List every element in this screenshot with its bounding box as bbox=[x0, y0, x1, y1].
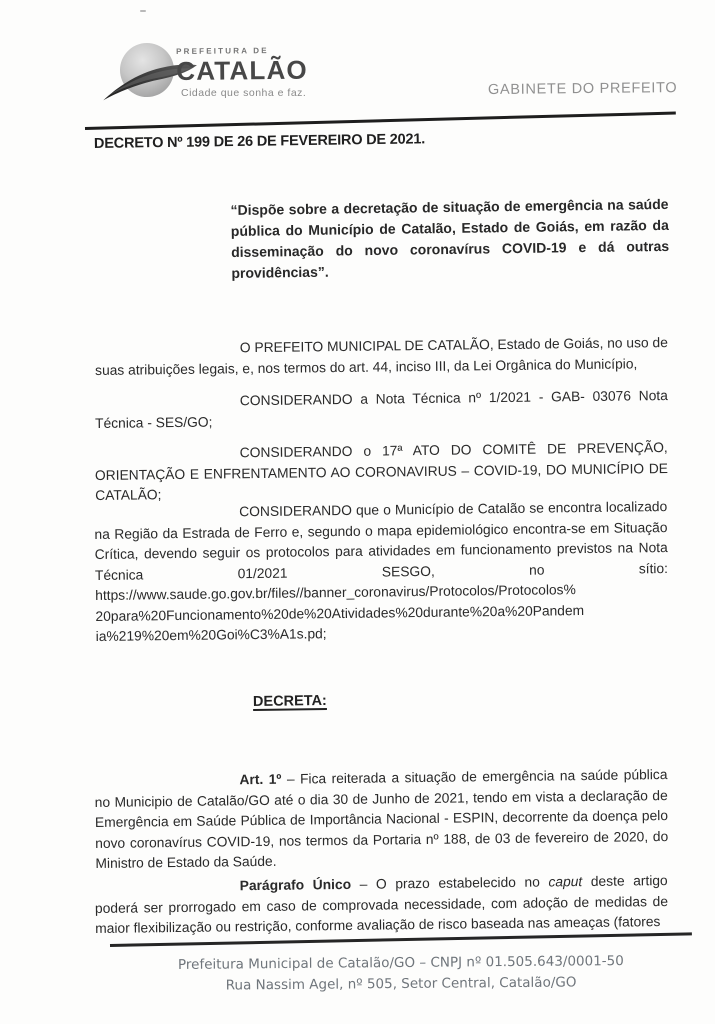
article-1-paragraph bbox=[94, 765, 668, 874]
considerando-text: CONSIDERANDO que o Município de Catalão se encontra localizado na Região da Estrada de Ferro e, segundo o mapa epidemiológico encontra-se em Situação Crítica, devendo seguir os protocolos para atividades em funcionamento previstos na Nota Técnica 01/2021 SESGO, no sítio: bbox=[94, 499, 669, 583]
considerando-paragraph: CONSIDERANDO o 17ª ATO DO COMITÊ DE PREVENÇÃO, ORIENTAÇÃO E ENFRENTAMENTO AO CORONAVIRUS – COVID-19, DO MUNICÍPIO DE CATALÃO; bbox=[94, 439, 669, 503]
footer-address-line2: Rua Nassim Agel, nº 505, Setor Central, Catalão/GO bbox=[225, 974, 577, 994]
article-1-text: – Fica reiterada a situação de emergência na saúde pública no Municipio de Catalão/GO até o dia 30 de Junho de 2021, tendo em vista a declaração de Emergência em Saúde Pública de Importância Nacional - ESPIN, decorrente da doença pelo novo coronavírus COVID-19, nos termos da Portaria nº 188, de 03 de fevereiro de 2020, do Ministro de Estado da Saúde. bbox=[94, 766, 669, 871]
scan-speck bbox=[140, 10, 146, 12]
preamble-paragraph: O PREFEITO MUNICIPAL DE CATALÃO, Estado de Goiás, no uso de suas atribuições legais, e, nos termos do art. 44, inciso III, da Lei Orgânica do Município, bbox=[95, 334, 668, 378]
paragrafo-unico-pre: – O prazo estabelecido no bbox=[350, 874, 549, 892]
paragrafo-unico-lead: Parágrafo Único bbox=[239, 876, 352, 894]
caput-italic-word: caput bbox=[548, 873, 583, 890]
url-line: https://www.saude.go.gov.br/files//banner_coronavirus/Protocolos/Protocolos% bbox=[95, 582, 576, 603]
logo-pretitle: PREFEITURA DE bbox=[176, 46, 269, 56]
considerando-paragraph: CONSIDERANDO a Nota Técnica nº 1/2021 - GAB- 03076 Nota Técnica - SES/GO; bbox=[95, 387, 668, 431]
header-divider bbox=[85, 112, 676, 130]
url-line: 20para%20Funcionamento%20de%20Atividades%20durante%20a%20Pandem bbox=[95, 602, 585, 624]
paragrafo-unico-paragraph bbox=[95, 871, 669, 939]
logo-tagline: Cidade que sonha e faz. bbox=[181, 87, 307, 99]
decree-epigraph: “Dispõe sobre a decretação de situação de emergência na saúde pública do Município de Catalão, Estado de Goiás, em razão da disseminação do novo coronavírus COVID-19 e dá outras providências”. bbox=[230, 195, 670, 281]
logo-name: CATALÃO bbox=[176, 54, 309, 86]
decreta-heading: DECRETA: bbox=[252, 692, 327, 710]
protocol-url bbox=[95, 579, 669, 647]
decree-title: DECRETO Nº 199 DE 26 DE FEVEREIRO DE 2021. bbox=[93, 131, 426, 152]
url-line: ia%219%20em%20Goi%C3%A1s.pd; bbox=[95, 626, 327, 644]
logo-text-block bbox=[176, 46, 308, 84]
footer-block bbox=[110, 950, 692, 997]
article-1-lead: Art. 1º bbox=[239, 771, 282, 788]
paragrafo-unico-post: deste artigo poderá ser prorrogado em caso de comprovada necessidade, com adoção de medidas de maior flexibilização ou restrição, conforme avaliação de risco baseada nas ameaças (fatores bbox=[94, 872, 669, 936]
footer-address-line1: Prefeitura Municipal de Catalão/GO – CNPJ nº 01.505.643/0001-50 bbox=[177, 953, 624, 973]
office-label: GABINETE DO PREFEITO bbox=[487, 80, 678, 99]
considerando-paragraph-with-url bbox=[94, 497, 669, 647]
